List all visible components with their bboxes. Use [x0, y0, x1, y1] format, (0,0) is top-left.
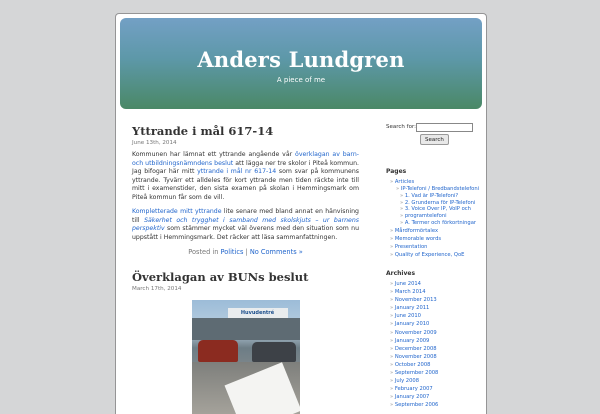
pages-link[interactable]: Articles [394, 179, 415, 185]
archive-link[interactable]: November 2009 [394, 329, 437, 336]
archive-item [386, 369, 482, 377]
post-paragraph [132, 151, 359, 202]
comments-link[interactable]: No Comments » [249, 248, 303, 256]
pages-item [386, 243, 482, 251]
archive-item [386, 393, 482, 401]
sidebar [386, 124, 482, 409]
archive-item [386, 353, 482, 361]
archive-item [386, 337, 482, 345]
pages-item [386, 251, 482, 259]
archive-link[interactable]: November 2013 [394, 297, 437, 304]
text: som stämmer mycket väl överens med den situation som nu uppstått i Hemmingsmark. Det räcker att läsa sammanfattningen. [132, 225, 359, 241]
header-banner [120, 18, 482, 109]
blog-title-link[interactable]: Anders Lundgren [197, 47, 405, 72]
post-title[interactable]: Yttrande i mål 617-14 [132, 124, 274, 138]
pages-link[interactable]: 2. Grunderna för IP-Telefoni [404, 199, 476, 206]
archive-item [386, 280, 482, 288]
pages-item [386, 235, 482, 243]
pages-link[interactable]: IP-Telefoni / Bredbandstelefoni [400, 186, 480, 193]
post [132, 270, 359, 414]
meta-separator: | [243, 248, 250, 256]
archive-item [386, 361, 482, 369]
link-yttrande[interactable]: yttrande i mål nr 617-14 [197, 168, 277, 175]
archive-link[interactable]: December 2008 [394, 345, 437, 352]
pages-list [386, 178, 482, 259]
archive-link[interactable]: January 2007 [394, 394, 430, 401]
pages-item [386, 213, 482, 220]
photo-sign: Huvudentré [228, 308, 288, 318]
pages-link[interactable]: Memorable words [394, 235, 442, 242]
archive-link[interactable]: October 2008 [394, 361, 431, 368]
photo-car [252, 342, 296, 362]
pages-item [386, 227, 482, 235]
pages-link[interactable]: Mårdformörtalex [394, 227, 439, 234]
text: att lägga ner tre skolor i Piteå kommun. Jag bifogar här mitt [132, 159, 359, 175]
archive-item [386, 320, 482, 328]
pages-link[interactable]: 1. Vad är IP-Telefoni? [404, 192, 459, 199]
archive-link[interactable]: July 2008 [394, 378, 420, 385]
pages-item [386, 186, 482, 193]
post-date: June 13th, 2014 [132, 140, 177, 146]
text: som svar på kommunens yttrande. Tyvärr ett alldeles för kort yttrande men tiden räckte inte till mitt i examenstider, den sista examen på skolan i Hemmingsmark om Piteå kommun får som de vill. [132, 168, 359, 201]
main-content [132, 124, 359, 414]
link-overklagan[interactable]: överklagan av barn- och utbildningsnämndens beslut [132, 151, 360, 167]
archive-link[interactable]: June 2014 [394, 281, 421, 287]
archive-link[interactable]: January 2010 [394, 321, 430, 328]
archive-link[interactable]: September 2006 [394, 402, 439, 409]
pages-item [386, 220, 482, 227]
search-label: Search for: [386, 124, 416, 130]
archive-item [386, 385, 482, 393]
archive-item [386, 288, 482, 296]
archive-link[interactable]: March 2014 [394, 289, 426, 296]
archive-link[interactable]: February 2007 [394, 386, 433, 393]
post-photo[interactable] [192, 300, 300, 414]
posted-in-label: Posted in [188, 248, 221, 256]
post-title[interactable]: Överklagan av BUNs beslut [132, 270, 309, 284]
category-link[interactable]: Politics [220, 248, 244, 256]
page-container [115, 13, 487, 414]
post-paragraph [132, 208, 359, 242]
archive-link[interactable]: September 2008 [394, 370, 439, 377]
archive-link[interactable]: June 2010 [394, 313, 421, 320]
text: lite senare med bland annat en hänvisning till [132, 208, 359, 224]
pages-item [386, 206, 482, 213]
pages-link[interactable]: Quality of Experience, QoE [394, 252, 465, 259]
archive-item [386, 377, 482, 385]
search-input[interactable] [416, 123, 473, 132]
archive-item [386, 401, 482, 409]
archives-list [386, 280, 482, 410]
text: Kommunen har lämnat ett yttrande angående vår [132, 151, 296, 158]
blog-description: A piece of me [276, 76, 326, 84]
archive-item [386, 312, 482, 320]
archive-item [386, 329, 482, 337]
archive-item [386, 345, 482, 353]
photo-car [198, 340, 238, 362]
link-text: Säkerhet och trygghet i samband med skolskjuts – ur barnens perspektiv [132, 216, 359, 232]
search-button[interactable]: Search [420, 134, 449, 145]
pages-item [386, 178, 482, 186]
archive-link[interactable]: January 2009 [394, 337, 430, 344]
post-meta [132, 248, 359, 256]
pages-link[interactable]: programtelefoni [404, 213, 447, 220]
photo-building [192, 318, 300, 340]
pages-widget [386, 168, 482, 259]
post [132, 124, 359, 256]
link-kompletterade[interactable]: Kompletterade mitt yttrande [132, 208, 222, 215]
post-date: March 17th, 2014 [132, 286, 182, 292]
pages-item [386, 193, 482, 200]
pages-link[interactable]: A. Termer och förkortningar [404, 220, 477, 227]
archives-widget [386, 270, 482, 410]
archive-link[interactable]: November 2008 [394, 353, 437, 360]
pages-title: Pages [386, 168, 407, 175]
archive-item [386, 304, 482, 312]
archive-item [386, 296, 482, 304]
archives-title: Archives [386, 270, 416, 277]
pages-item [386, 200, 482, 207]
archive-link[interactable]: January 2011 [394, 305, 430, 312]
post-entry [132, 151, 359, 242]
pages-link[interactable]: 3. Voice Over IP, VoIP och [404, 206, 471, 213]
pages-link[interactable]: Presentation [394, 244, 428, 251]
